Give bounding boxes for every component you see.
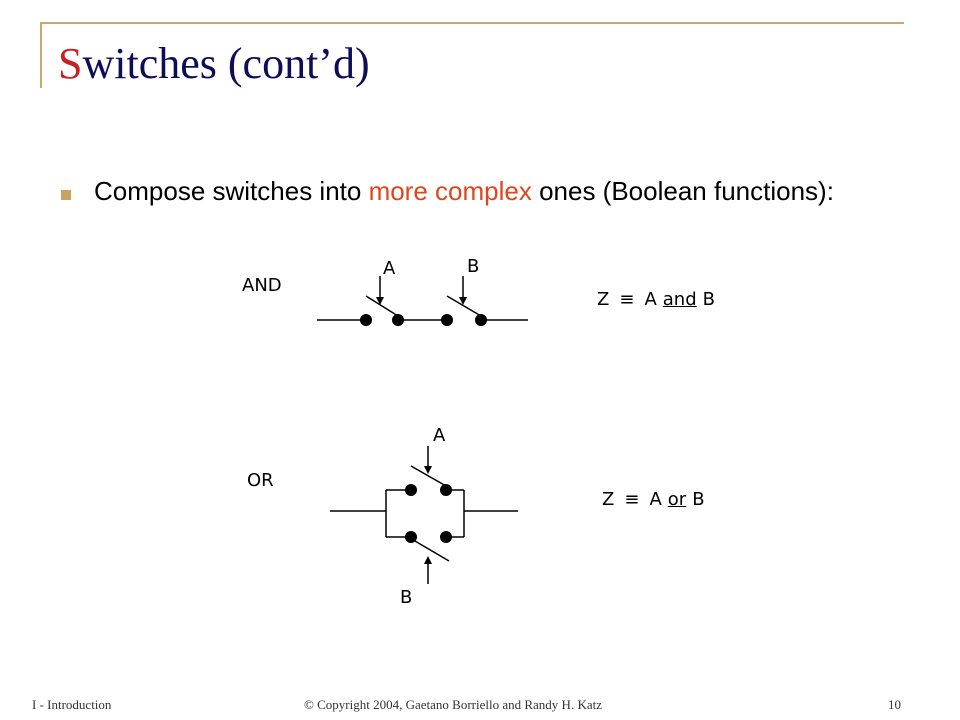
or-contact-b2 xyxy=(440,531,452,543)
and-switch-b-lever xyxy=(447,296,481,316)
footer-left: I - Introduction xyxy=(32,697,112,712)
and-expr-equiv: ≡ xyxy=(619,289,635,310)
and-contact-b1 xyxy=(441,314,453,326)
and-expr-a: A xyxy=(644,289,657,310)
or-expr-b: B xyxy=(692,489,705,510)
and-expr-b: B xyxy=(702,289,715,310)
footer-page-number: 10 xyxy=(888,697,901,712)
and-switch-b-label: B xyxy=(467,256,480,277)
or-expr-a: A xyxy=(649,489,662,510)
bullet-highlight: more complex xyxy=(368,176,532,206)
or-contact-a1 xyxy=(405,484,417,496)
and-expr-op: and xyxy=(662,289,697,310)
title-rest: witches (cont’d) xyxy=(82,39,370,88)
or-switch-b-lever xyxy=(415,541,449,561)
or-expr-op: or xyxy=(667,489,687,510)
or-gate-label: OR xyxy=(247,470,274,491)
or-expr-equiv: ≡ xyxy=(624,489,640,510)
or-switch-b-label: B xyxy=(400,587,413,608)
or-expr-z: Z xyxy=(602,489,615,510)
and-gate-label: AND xyxy=(242,275,282,296)
and-switch-a-lever xyxy=(366,296,398,316)
or-switch-a-label: A xyxy=(433,425,446,446)
footer-copyright: © Copyright 2004, Gaetano Borriello and Randy H. Katz xyxy=(304,697,602,712)
and-switch-a-label: A xyxy=(383,258,396,279)
and-contact-a1 xyxy=(360,314,372,326)
and-circuit xyxy=(317,276,528,326)
and-expr-z: Z xyxy=(597,289,610,310)
bullet-text-part2: ones (Boolean functions): xyxy=(531,176,834,206)
title-first-letter: S xyxy=(58,39,83,88)
or-circuit xyxy=(330,446,518,584)
bullet-text-part1: Compose switches into xyxy=(94,176,369,206)
